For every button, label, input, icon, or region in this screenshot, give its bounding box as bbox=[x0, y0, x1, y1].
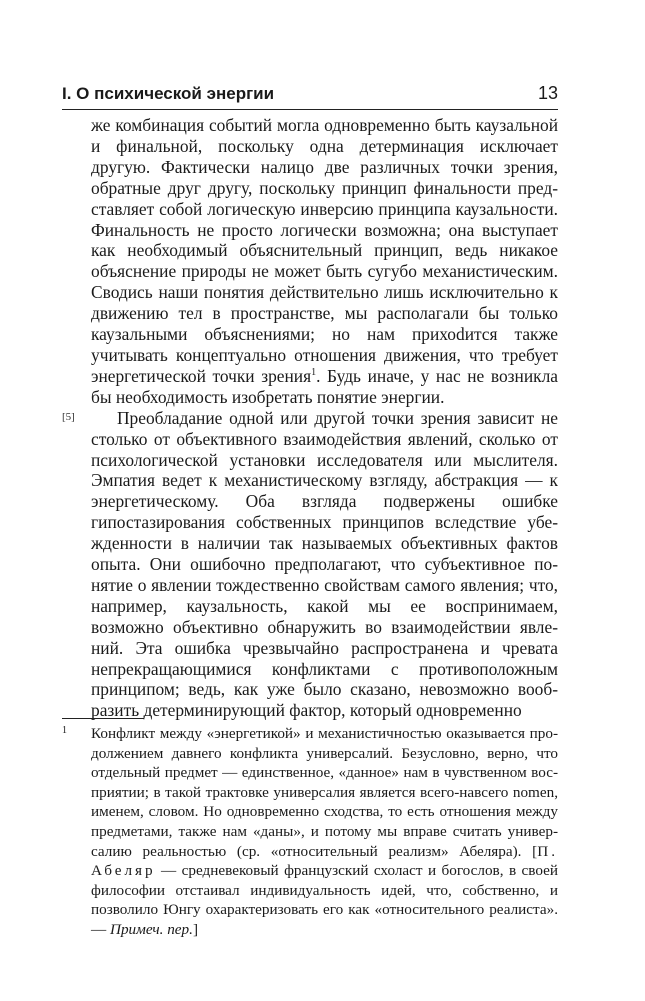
footnote-reference[interactable]: 1 bbox=[311, 367, 317, 379]
footnote-name-abelard: П. Абеляр bbox=[91, 842, 558, 880]
paragraph-2-block bbox=[62, 407, 558, 722]
footnote-close-bracket: ] bbox=[192, 920, 198, 938]
paragraph-2: Преобладание одной или другой точки зрения зависит не столько от объективного взаимодействия явлений, сколько от психологической установки исследователя или мыслителя. Эмпатия ведет к механистическому взгляду, абстракция — к энергетическому. Оба взгляда подвержены ошибке гипостазирования собственных принципов вследствие убежденности в наличии так называемых объективных фактов опыта. Они ошибочно предполагают, что субъективное понятие о явлении тождественно свойствам самого явления; что, например, каузальность, какой мы ее воспринимаем, возможно объективно обнаружить во взаимодействии явлений. Эта ошибка чрезвычайно распространена и чревата непрекращающимися конфликтами с противоположным принципом; ведь, как уже было сказано, невозможно вообразить детерминирующий фактор, который одновременно bbox=[91, 407, 558, 721]
footnote-rule bbox=[62, 718, 144, 719]
footnote-text-main: Конфликт между «энергетикой» и механистичностью оказывается продолжением давнего конфликта универсалий. Безусловно, верно, что отдельный предмет — единственное, «данное» нам в чувственном восприятии; в такой трактовке универсалия является всего-навсего nomen, именем, словом. Но одновременно сходства, то есть отношения между предметами, также нам «даны», и потому мы вправе считать универсалию реальностью (ср. «относительный реализм» Абеляра). [ bbox=[91, 725, 558, 860]
page-number: 13 bbox=[537, 83, 558, 103]
margin-paragraph-number: [5] bbox=[62, 410, 75, 423]
paragraph-1-text-a: же комбинация событий могла одновременно быть каузальной и финальной, поскольку одна детерминация исключает другую. Фактически налицо две различных точки зрения, обратные друг другу, поскольку принцип финальности представляет собой логическую инверсию принципа каузальности. Финальность не просто логически возможна; она выступает как необходимый объяснительный принцип, ведь никакое объяснение природы не может быть сугубо механистическим. Сводись наши понятия действительно лишь исключительно к движению тел в пространстве, мы располагали бы только каузальными объяснениями; но нам прихоdится также учитывать концептуально отношения движения, что требует энергетической точки зрения bbox=[91, 115, 558, 386]
header-rule bbox=[62, 109, 558, 110]
footnote bbox=[62, 724, 558, 940]
footnote-text-tail: — средневековый французский схоласт и богослов, в своей философии отстаивал индивидуальность идей, что, собственно, и позволило Юнгу охарактеризовать его как «относительного реалиста». — bbox=[91, 862, 558, 938]
paragraph-1 bbox=[91, 115, 558, 408]
footnote-text bbox=[91, 724, 558, 940]
main-text bbox=[62, 115, 558, 721]
translator-note-label: Примеч. пер. bbox=[109, 920, 193, 938]
paragraph-1-text-b: . Будь иначе, у нас не возникла бы необходимость изобретать понятие энергии. bbox=[91, 365, 558, 407]
footnote-mark: 1 bbox=[62, 725, 67, 736]
running-header bbox=[62, 82, 558, 108]
chapter-title: I. О психической энергии bbox=[62, 84, 275, 103]
